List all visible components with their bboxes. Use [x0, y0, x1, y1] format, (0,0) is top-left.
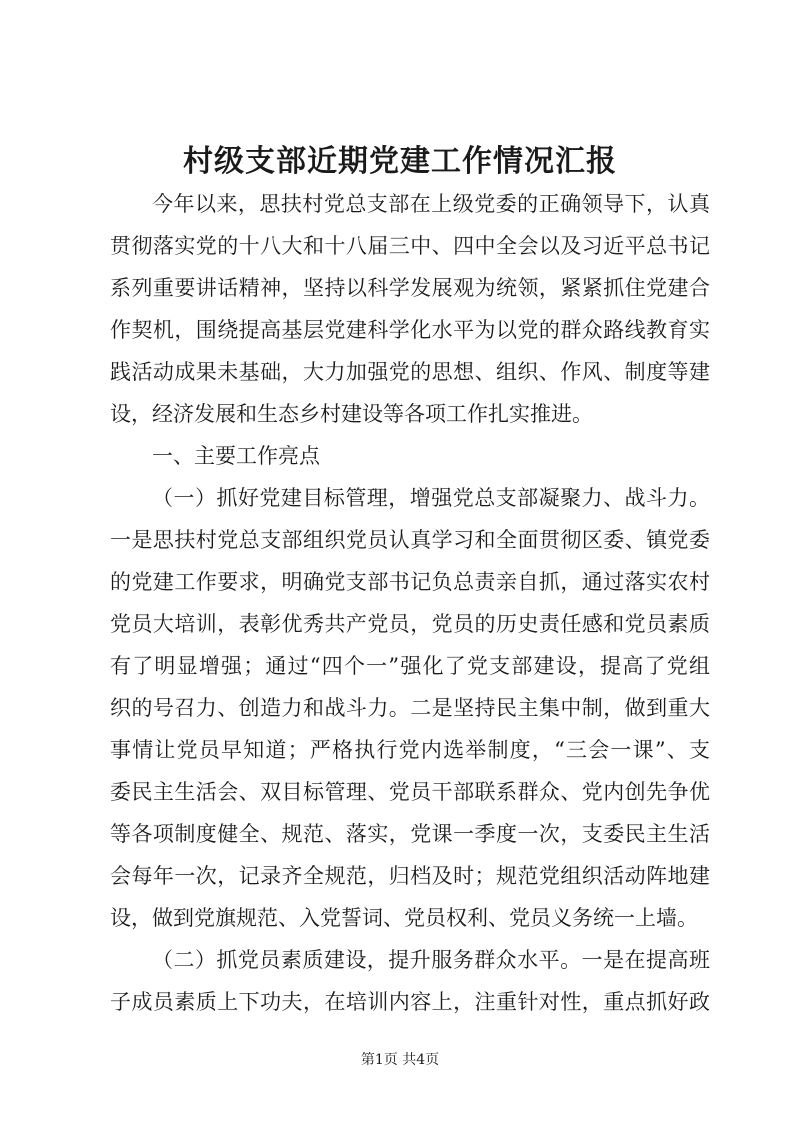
paragraph-line: 会每年一次，记录齐全规范，归档及时；规范党组织活动阵地建	[110, 864, 710, 888]
page-footer: 第1页 共4页	[360, 1052, 440, 1068]
paragraph-line: 践活动成果未基础，大力加强党的思想、组织、作风、制度等建	[110, 360, 710, 384]
paragraph-line: 今年以来，思扶村党总支部在上级党委的正确领导下，认真	[152, 192, 710, 216]
paragraph-line: 织的号召力、创造力和战斗力。二是坚持民主集中制，做到重大	[110, 696, 710, 720]
paragraph-line: 作契机，围绕提高基层党建科学化水平为以党的群众路线教育实	[110, 318, 710, 342]
paragraph-line: 党员大培训，表彰优秀共产党员，党员的历史责任感和党员素质	[110, 612, 710, 636]
paragraph-line: 有了明显增强；通过“四个一”强化了党支部建设，提高了党组	[110, 654, 710, 678]
paragraph-line: 事情让党员早知道；严格执行党内选举制度，“三会一课”、支	[110, 738, 710, 762]
paragraph-line: 设，经济发展和生态乡村建设等各项工作扎实推进。	[110, 402, 593, 426]
section-heading: 一、主要工作亮点	[152, 444, 320, 468]
paragraph-line: 系列重要讲话精神，坚持以科学发展观为统领，紧紧抓住党建合	[110, 276, 710, 300]
document-title: 村级支部近期党建工作情况汇报	[183, 144, 617, 179]
subsection-heading-line: （二）抓党员素质建设，提升服务群众水平。一是在提高班	[152, 948, 710, 972]
paragraph-line: 委民主生活会、双目标管理、党员干部联系群众、党内创先争优	[110, 780, 710, 804]
paragraph-line: 设，做到党旗规范、入党誓词、党员权利、党员义务统一上墙。	[110, 906, 698, 930]
paragraph-line: 贯彻落实党的十八大和十八届三中、四中全会以及习近平总书记	[110, 234, 710, 258]
paragraph-line: 等各项制度健全、规范、落实，党课一季度一次，支委民主生活	[110, 822, 710, 846]
subsection-heading-line: （一）抓好党建目标管理，增强党总支部凝聚力、战斗力。	[152, 486, 710, 510]
paragraph-line: 子成员素质上下功夫，在培训内容上，注重针对性，重点抓好政	[110, 990, 710, 1014]
paragraph-line: 的党建工作要求，明确党支部书记负总责亲自抓，通过落实农村	[110, 570, 710, 594]
paragraph-line: 一是思扶村党总支部组织党员认真学习和全面贯彻区委、镇党委	[110, 528, 710, 552]
